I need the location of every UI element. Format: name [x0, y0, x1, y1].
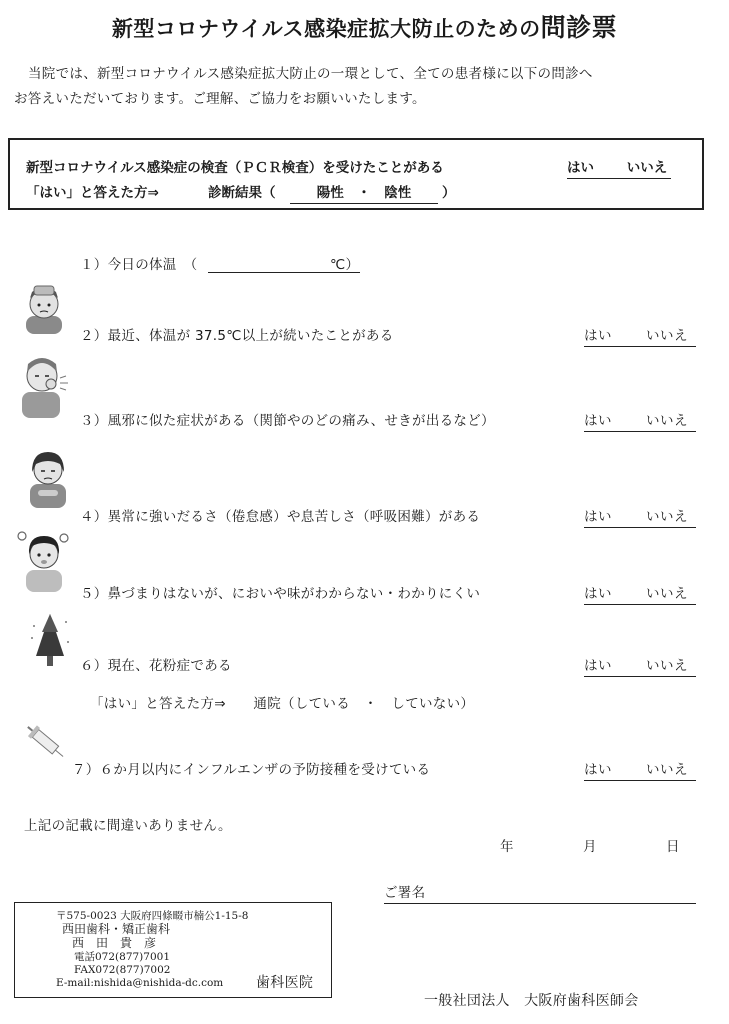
- pcr-answer-options[interactable]: [567, 156, 671, 179]
- pcr-result-options[interactable]: 陽性 ・ 陰性: [290, 181, 438, 204]
- stamp-clinic-type: 歯科医院: [256, 975, 314, 991]
- issuer-name: 一般社団法人 大阪府歯科医師会: [424, 993, 639, 1009]
- question-3: [80, 409, 495, 429]
- question-6: [80, 654, 232, 674]
- question-3-no[interactable]: いいえ: [646, 413, 688, 429]
- pcr-yes-option[interactable]: はい: [567, 160, 594, 176]
- intro-text: [14, 62, 593, 112]
- fever-person-icon: [20, 278, 68, 334]
- pcr-no-option[interactable]: いいえ: [626, 160, 668, 176]
- question-6-answer[interactable]: [584, 654, 696, 677]
- stamp-fax: FAX072(877)7002: [74, 964, 171, 976]
- question-2-number: ２）: [80, 328, 108, 344]
- question-3-number: ３）: [80, 413, 108, 429]
- question-2-no[interactable]: いいえ: [646, 328, 688, 344]
- stamp-tel: 電話072(877)7001: [74, 951, 170, 963]
- signature-field[interactable]: [384, 881, 696, 904]
- date-day-label: 日: [666, 839, 680, 855]
- question-5-no[interactable]: いいえ: [646, 586, 688, 602]
- question-1: [80, 253, 197, 273]
- question-6-no[interactable]: いいえ: [646, 658, 688, 674]
- title-main: 新型コロナウイルス感染症拡大防止のための: [111, 17, 541, 41]
- date-year-label: 年: [500, 839, 514, 855]
- confused-person-icon: [16, 528, 72, 592]
- question-4-text: 異常に強いだるさ（倦怠感）や息苦しさ（呼吸困難）がある: [107, 509, 481, 525]
- question-3-answer[interactable]: [584, 409, 696, 432]
- pcr-close-paren: ）: [442, 185, 456, 201]
- question-7: [72, 758, 430, 778]
- intro-line-1: 当院では、新型コロナウイルス感染症拡大防止の一環として、全ての患者様に以下の問診へ: [28, 66, 593, 82]
- page-title: [0, 8, 729, 44]
- question-3-text: 風邪に似た症状がある（関節やのどの痛み、せきが出るなど）: [107, 413, 495, 429]
- question-5-answer[interactable]: [584, 582, 696, 605]
- question-6-yes[interactable]: はい: [584, 658, 612, 674]
- question-4-number: ４）: [80, 509, 108, 525]
- question-2-yes[interactable]: はい: [584, 328, 612, 344]
- question-4: [80, 505, 480, 525]
- question-4-answer[interactable]: [584, 505, 696, 528]
- pcr-if-yes-label: 「はい」と答えた方⇒: [26, 185, 159, 201]
- coughing-person-icon: [18, 352, 70, 418]
- pcr-question: 新型コロナウイルス感染症の検査（ＰＣＲ検査）を受けたことがある: [26, 160, 444, 176]
- cedar-tree-icon: [30, 612, 70, 668]
- tired-person-icon: [26, 448, 70, 508]
- question-4-no[interactable]: いいえ: [646, 509, 688, 525]
- date-month-label: 月: [583, 839, 597, 855]
- question-2-answer[interactable]: [584, 324, 696, 347]
- question-4-yes[interactable]: はい: [584, 509, 612, 525]
- question-5-yes[interactable]: はい: [584, 586, 612, 602]
- question-6-number: ６）: [80, 658, 108, 674]
- syringe-icon: [26, 718, 68, 768]
- question-1-number: １）: [80, 257, 108, 273]
- title-emphasis: 問診票: [540, 13, 618, 42]
- question-5-number: ５）: [80, 586, 108, 602]
- question-2-text: 最近、体温が 37.5℃以上が続いたことがある: [107, 328, 394, 344]
- question-7-text: ６か月以内にインフルエンザの予防接種を受けている: [99, 762, 431, 778]
- stamp-clinic-name: 西田歯科・矯正歯科: [62, 922, 171, 936]
- question-6-text: 現在、花粉症である: [107, 658, 232, 674]
- hay-fever-followup[interactable]: 「はい」と答えた方⇒ 通院（している ・ していない）: [90, 696, 475, 712]
- question-2: [80, 324, 394, 344]
- question-7-number: ７）: [72, 762, 100, 778]
- question-7-answer[interactable]: [584, 758, 696, 781]
- signature-label: ご署名: [384, 885, 426, 901]
- stamp-email: E-mail:nishida@nishida-dc.com: [56, 977, 224, 989]
- stamp-doctor-name: 西 田 貴 彦: [72, 936, 157, 950]
- question-3-yes[interactable]: はい: [584, 413, 612, 429]
- question-1-text: 今日の体温 （: [107, 257, 198, 273]
- temperature-unit: ℃）: [330, 257, 360, 273]
- question-7-yes[interactable]: はい: [584, 762, 612, 778]
- stamp-address: 〒575-0023 大阪府四條畷市楠公1-15-8: [56, 910, 249, 922]
- intro-line-2: お答えいただいております。ご理解、ご協力をお願いいたします。: [14, 91, 426, 107]
- confirmation-statement: 上記の記載に間違いありません。: [24, 818, 232, 834]
- question-7-no[interactable]: いいえ: [646, 762, 688, 778]
- question-5-text: 鼻づまりはないが、においや味がわからない・わかりにくい: [107, 586, 481, 602]
- pcr-diagnosis-label: 診断結果（: [208, 185, 276, 201]
- question-5: [80, 582, 480, 602]
